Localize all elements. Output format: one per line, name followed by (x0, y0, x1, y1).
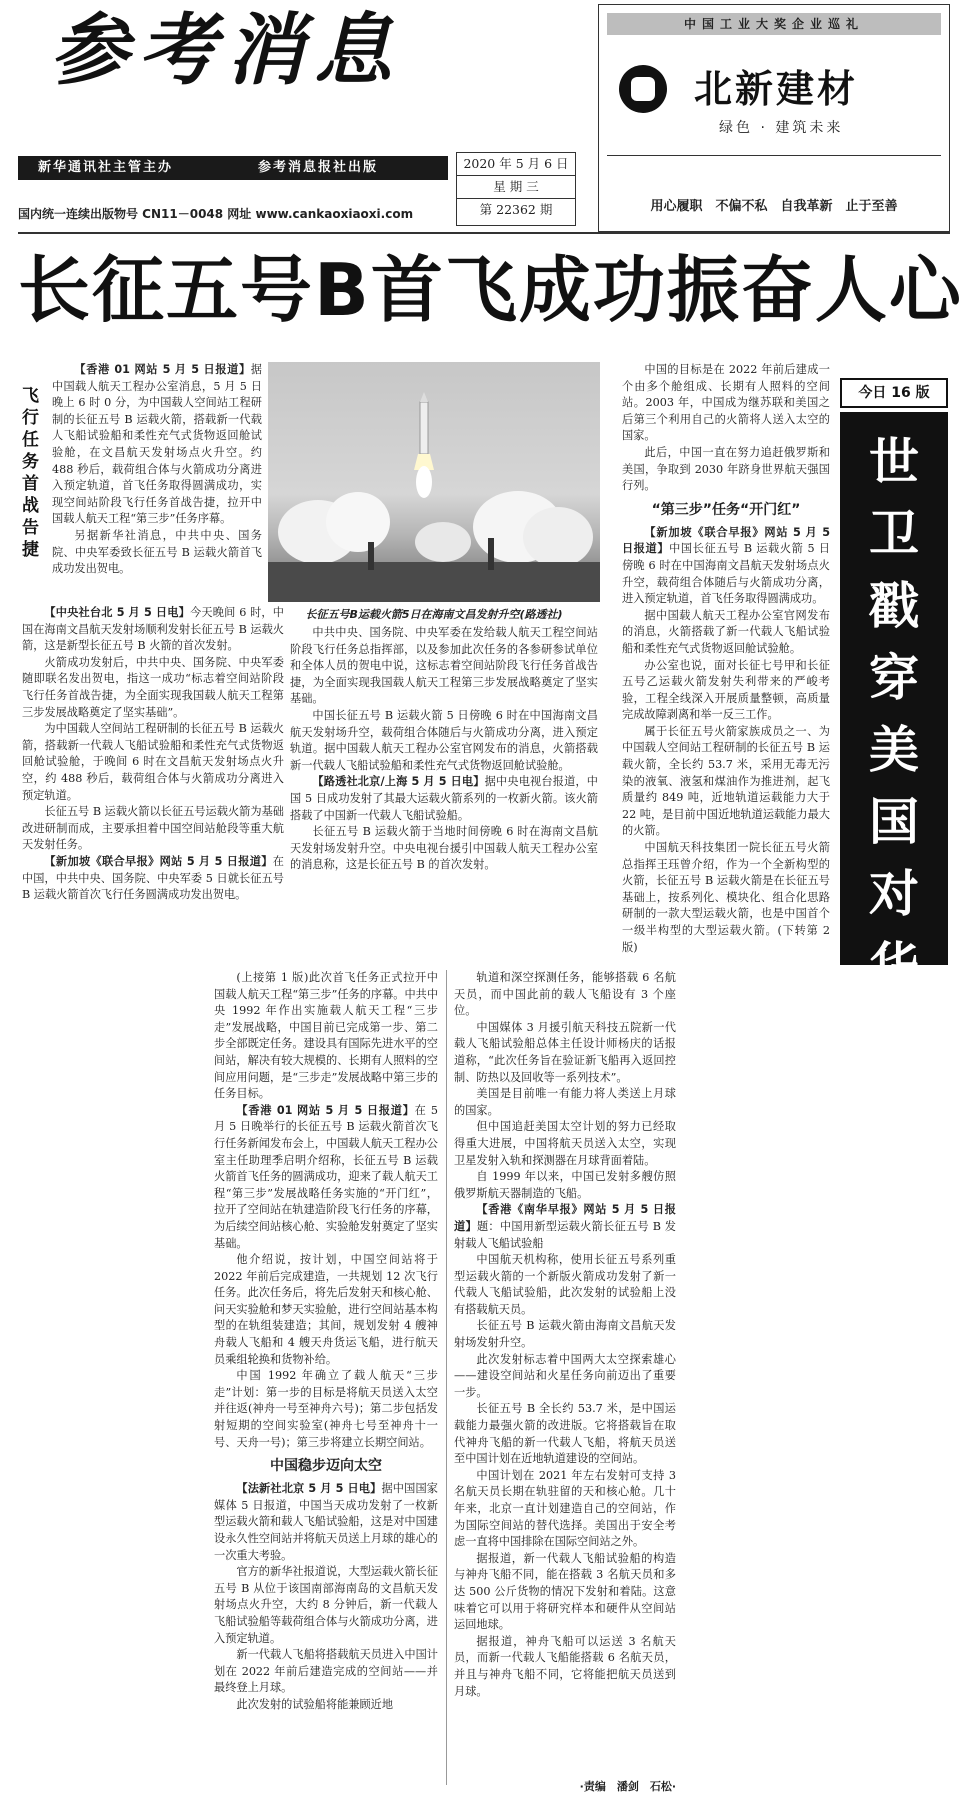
paragraph-text: 在中国，中共中央、国务院、中央军委 5 日就长征五号 B 运载火箭首次飞行任务圆满成功发出贺电。 (22, 854, 284, 902)
dateline: 【法新社北京 5 月 5 日电】 (236, 1482, 382, 1496)
paragraph-text: 中国 1992 年确立了载人航天“三步走”计划：第一步的目标是将航天员送入太空并往返(神舟一号至神舟六号)；第二步包括发射短期的空间实验室(神舟七号至神舟十一号、天舟一号)；第三步将建立长期空间站。 (214, 1369, 438, 1449)
paragraph-text: 中国媒体 3 月援引航天科技五院新一代载人飞船试验船总体主任设计师杨庆的话报道称，“此次任务旨在验证新飞船再入返回控制、防热以及回收等一系列技术”。 (454, 1020, 676, 1084)
paragraph-text: 中共中央、国务院、中央军委在发给载人航天工程空间站阶段飞行任务总指挥部，以及参加此次任务的各参研参试单位和全体人员的贺电中说，这标志着空间站阶段飞行任务首战告捷，为全面实现我国载人航天工程第三步发展战略奠定了坚实基础。 (290, 626, 598, 706)
rocket-launch-photo (268, 362, 600, 602)
paragraph-text: 长征五号 B 运载火箭于当地时间傍晚 6 时在海南文昌航天发射场发射升空。中央电视台援引中国载人航天工程办公室的消息称，这是长征五号 B 的首次发射。 (290, 825, 598, 872)
ad-top-banner: 中国工业大奖企业巡礼 (607, 13, 941, 35)
dateline: 【中央社台北 5 月 5 日电】 (44, 606, 190, 619)
article-paragraph (454, 970, 676, 1020)
paragraph-text: 属于长征五号火箭家族成员之一、为中国载人空间站工程研制的长征五号 B 运载火箭，全长约 53.7 米，采用无毒无污染的液氧、液氢和煤油作为推进剂，起飞质量约 849 吨，近地轨道运载能力大于 22 吨，是目前中国近地轨道运载能力最大的火箭。 (622, 724, 830, 838)
paragraph-text: 他介绍说，按计划，中国空间站将于 2022 年前后完成建造，一共规划 12 次飞行任务。此次任务后，将先后发射天和核心舱、问天实验舱和梦天实验舱，进行空间站基本构型的在轨组装建造；其间，规划发射 4 艘神舟载人飞船和 4 艘天舟货运飞船，进行航天员乘组轮换和货物补给。 (214, 1253, 438, 1366)
paragraph-text: 中国航天机构称，使用长征五号系列重型运载火箭的一个新版火箭成功发射了新一代载人飞船试验船，此次发射的试验船上没有搭载航天员。 (454, 1253, 676, 1316)
paragraph-text: 题：中国用新型运载火箭长征五号 B 发射载人飞船试验船 (454, 1219, 676, 1250)
paragraph-text: 据报道，神舟飞船可以运送 3 名航天员，而新一代载人飞船能搭载 6 名航天员，并且与神舟飞船不同，它将能把航天员送到月球。 (454, 1634, 676, 1698)
paragraph-text: 据报道，新一代载人飞船试验船的构造与神舟飞船不同，能在搭载 3 名航天员和多达 500 公斤货物的情况下发射和着陆。这意味着它可以用于将研究样本和硬件从空间站运回地球。 (454, 1551, 676, 1632)
article-paragraph (454, 1202, 676, 1252)
paragraph-text: 自 1999 年以来，中国已发射多艘仿照俄罗斯航天器制造的飞船。 (454, 1170, 676, 1200)
article-paragraph (214, 1103, 438, 1252)
paragraph-text: 为中国载人空间站工程研制的长征五号 B 运载火箭，搭载新一代载人飞船试验船和柔性充气式货物返回舱试验舱，于晚间 6 时在文昌航天发射场点火升空，约 488 秒后，载荷组合体与火箭成功分离进入预定轨道。 (22, 722, 284, 802)
ad-box (598, 4, 950, 232)
article-paragraph (214, 1481, 438, 1564)
section-subhead-third-step: “第三步”任务“开门红” (651, 501, 801, 518)
article-paragraph (622, 840, 830, 956)
paragraph-text: 长征五号 B 全长约 53.7 米，是中国运载能力最强火箭的改进版。它将搭载旨在取代神舟飞船的新一代载人飞船，将航天员送至中国计划在近地轨道建设的空间站。 (454, 1402, 676, 1466)
side-title: 飞行任务首战告捷 (22, 386, 39, 560)
article-paragraph (214, 1368, 438, 1451)
paragraph-text: (上接第 1 版)此次首飞任务正式拉开中国载人航天工程“第三步”任务的序幕。中共中央 1992 年作出实施载人航天工程“三步走”发展战略，中国目前已完成第一步、第二步全部既定任务。建设具有国际先进水平的空间站，解决有较大规模的、长期有人照料的空间应用问题，是“三步走”发展战略中第三步的任务目标。 (214, 971, 439, 1101)
dateline: 【香港《南华早报》网站 5 月 5 日报道】 (454, 1203, 676, 1233)
lower-left-column (214, 970, 438, 1793)
serial-line: 国内统一连续出版物号 CN11－0048 网址 www.cankaoxiaoxi.com (18, 207, 414, 221)
paragraph-text: 长征五号 B 运载火箭由海南文昌航天发射场发射升空。 (454, 1319, 676, 1350)
column-1-top (52, 362, 262, 600)
publisher-left: 新华通讯社主管主办 (38, 160, 174, 175)
brand-motto: 用心履职 不偏不私 自我革新 止于至善 (650, 199, 898, 214)
paragraph-text: 轨道和深空探测任务，能够搭载 6 名航天员，而中国此前的载人飞船设有 3 个座位。 (454, 971, 676, 1018)
paragraph-text: 中国的目标是在 2022 年前后建成一个由多个舱组成、长期有人照料的空间站。2003 年，中国成为继苏联和美国之后第三个利用自己的火箭将人送入太空的国家。 (622, 363, 830, 443)
brand-logo-icon (619, 65, 667, 113)
paragraph-text: 据中央电视台报道，中国 5 日成功发射了其最大运载火箭系列的一枚新火箭。该火箭搭载了中国新一代载人飞船试验船。 (290, 775, 598, 822)
side-feature-block (840, 412, 948, 1139)
paragraph-text: 新一代载人飞船将搭载航天员进入中国计划在 2022 年前后建造完成的空间站——并最终登上月球。 (214, 1648, 438, 1695)
today-badge: 今日 16 版 (840, 378, 948, 408)
column-3 (622, 362, 830, 965)
publisher-right: 参考消息报社出版 (258, 160, 379, 175)
article-paragraph (22, 655, 284, 721)
article-paragraph (214, 1697, 438, 1714)
column-1-bottom (22, 605, 284, 965)
article-paragraph (22, 605, 284, 655)
photo-caption: 长征五号B运载火箭5日在海南文昌发射升空(路透社) (305, 608, 563, 621)
paragraph-text: 另据新华社消息，中共中央、国务院、中央军委致长征五号 B 运载火箭首飞成功发出贺电。 (52, 528, 262, 576)
article-paragraph (454, 1401, 676, 1467)
issue-number: 第 22362 期 (479, 202, 553, 217)
paragraph-text: 官方的新华社报道说，大型运载火箭长征五号 B 从位于该国南部海南岛的文昌航天发射场点火升空，大约 8 分钟后，新一代载人飞船试验船等载荷组合体与火箭成功分离，进入预定轨道。 (214, 1565, 438, 1645)
article-paragraph (622, 608, 830, 658)
publisher-bar (18, 156, 448, 180)
paragraph-text: 办公室也说，面对长征七号甲和长征五号乙运载火箭发射失利带来的严峻考验，工程全线深入开展质量整顿，高质量完成故障剥离和举一反三工作。 (622, 658, 830, 722)
main-headline: 长征五号B首飞成功振奋人心 (18, 248, 963, 332)
lower-right-column (454, 970, 676, 1778)
date-box (456, 152, 576, 226)
masthead-title: 参考消息 (50, 5, 403, 96)
paragraph-text: 在 5 月 5 日晚举行的长征五号 B 运载火箭首次飞行任务新闻发布会上，中国载人航天工程办公室主任助理季启明介绍称，长征五号 B 运载火箭首飞任务的圆满成功，迎来了载人航天工程“第三步”发展战略任务实施的“开门红”，拉开了空间站在轨建造阶段飞行任务的序幕，为后续空间站核心舱、实验舱发射奠定了坚实基础。 (214, 1103, 438, 1250)
article-paragraph (22, 854, 284, 904)
brand-name: 北新建材 (694, 67, 859, 111)
article-paragraph (290, 708, 598, 774)
article-paragraph (622, 362, 830, 445)
paragraph-text: 据中国载人航天工程办公室官网发布的消息，火箭搭载了新一代载人飞船试验船和柔性充气式货物返回舱试验舱。 (622, 608, 830, 655)
paragraph-text: 中国计划在 2021 年左右发射可支持 3 名航天员长期在轨驻留的天和核心舱。几十年来，北京一直计划建造自己的空间站，作为国际空间站的替代选择。美国出于安全考虑一直将中国排除在国际空间站之外。 (454, 1468, 676, 1549)
launch-scene-icon (268, 362, 600, 602)
article-paragraph (290, 774, 598, 824)
article-paragraph (214, 1564, 438, 1647)
article-paragraph (454, 1318, 676, 1351)
dateline: 【新加坡《联合早报》网站 5 月 5 日报道】 (44, 854, 273, 868)
issue-date: 2020 年 5 月 6 日 (457, 153, 575, 176)
article-paragraph (454, 1634, 676, 1700)
dateline: 【香港 01 网站 5 月 5 日报道】 (74, 363, 251, 376)
article-paragraph (454, 1551, 676, 1634)
article-paragraph (622, 525, 830, 608)
article-paragraph (454, 1086, 676, 1119)
article-paragraph (52, 528, 262, 578)
article-paragraph (290, 824, 598, 874)
article-paragraph (454, 1252, 676, 1318)
column-2 (290, 625, 598, 965)
paragraph-text: 中国长征五号 B 运载火箭 5 日傍晚 6 时在中国海南文昌航天发射场升空，载荷组合体随后与火箭成功分离，进入预定轨道。据中国载人航天工程办公室官网发布的消息，火箭搭载新一代载人飞船试验船和柔性充气式货物返回舱试验舱。 (290, 708, 598, 772)
paragraph-text: 据中国国家媒体 5 日报道，中国当天成功发射了一枚新型运载火箭和载人飞船试验船，这是对中国建设永久性空间站并将航天员送上月球的雄心的一次重大考验。 (214, 1482, 438, 1562)
article-paragraph (622, 658, 830, 724)
article-paragraph (214, 970, 438, 1103)
brand-slogan: 绿色 · 建筑未来 (719, 120, 844, 136)
article-paragraph (622, 445, 830, 495)
paragraph-text: 中国航天科技集团一院长征五号火箭总指挥王珏曾介绍，作为一个全新构型的火箭，长征五号 B 运载火箭是在长征五号基础上，按系列化、模块化、组合化思路研制的一款大型运载火箭，也是中国首个一级半构型的大型运载火箭。(下转第 2 版) (622, 841, 830, 954)
paragraph-text: 但中国追赶美国太空计划的努力已经取得重大进展，中国将航天员送入太空，实现卫星发射入轨和探测器在月球背面着陆。 (454, 1120, 676, 1167)
article-paragraph (454, 1169, 676, 1202)
paragraph-text: 今天晚间 6 时，中国在海南文昌航天发射场顺利发射长征五号 B 运载火箭，这是新型长征五号 B 火箭的首次发射。 (22, 606, 284, 653)
paragraph-text: 此次发射的试验船将能兼顾近地 (236, 1697, 394, 1711)
article-paragraph (22, 804, 284, 854)
article-paragraph (22, 721, 284, 804)
paragraph-text: 美国是目前唯一有能力将人类送上月球的国家。 (454, 1087, 676, 1117)
article-paragraph (622, 724, 830, 840)
article-paragraph (214, 1647, 438, 1697)
paragraph-text: 长征五号 B 运载火箭以长征五号运载火箭为基础改进研制而成，主要承担着中国空间站舱段等重大航天发射任务。 (22, 805, 284, 852)
dateline: 【路透社北京/上海 5 月 5 日电】 (312, 775, 485, 789)
article-paragraph (454, 1468, 676, 1551)
dateline: 【香港 01 网站 5 月 5 日报道】 (236, 1103, 415, 1117)
article-paragraph (454, 1119, 676, 1169)
article-paragraph (214, 1252, 438, 1368)
article-paragraph (52, 362, 262, 528)
article-paragraph (454, 1352, 676, 1402)
article-paragraph (290, 625, 598, 708)
weekday: 星 期 三 (457, 176, 575, 199)
paragraph-text: 此后，中国一直在努力追赶俄罗斯和美国，争取到 2030 年跻身世界航天强国行列。 (622, 445, 830, 493)
dateline: 【新加坡《联合早报》网站 5 月 5 日报道】 (622, 525, 830, 556)
paragraph-text: 据中国载人航天工程办公室消息，5 月 5 日晚上 6 时 0 分，为中国载人空间站工程研制的长征五号 B 运载火箭，搭载新一代载人飞船试验船和柔性充气式货物返回舱试验舱，在文昌航天发射场点火升空。约 488 秒后，载荷组合体与火箭成功分离进入预定轨道，首飞任务取得圆满成功，实现空间站阶段飞行任务首战告捷，拉开中国载人航天工程“第三步”任务序幕。 (52, 363, 262, 526)
paragraph-text: 此次发射标志着中国两大太空探索雄心——建设空间站和火星任务向前迈出了重要一步。 (454, 1352, 676, 1399)
paragraph-text: 中国长征五号 B 运载火箭 5 日傍晚 6 时在中国海南文昌航天发射场点火升空，载荷组合体随后与火箭成功分离，进入预定轨道，首飞任务取得圆满成功。 (622, 542, 830, 606)
section-subhead-space: 中国稳步迈向太空 (270, 1458, 382, 1475)
article-paragraph (454, 1020, 676, 1086)
editor-credit: ·责编 潘剑 石松· (579, 1780, 676, 1793)
side-feature-headline: 世卫戳穿美国对华抹黑 (869, 433, 919, 1139)
paragraph-text: 火箭成功发射后，中共中央、国务院、中央军委随即联名发出贺电，指这一成功“标志着空间站阶段飞行任务首战告捷，为全面实现我国载人航天工程第三步发展战略奠定了坚实基础”。 (22, 655, 284, 719)
